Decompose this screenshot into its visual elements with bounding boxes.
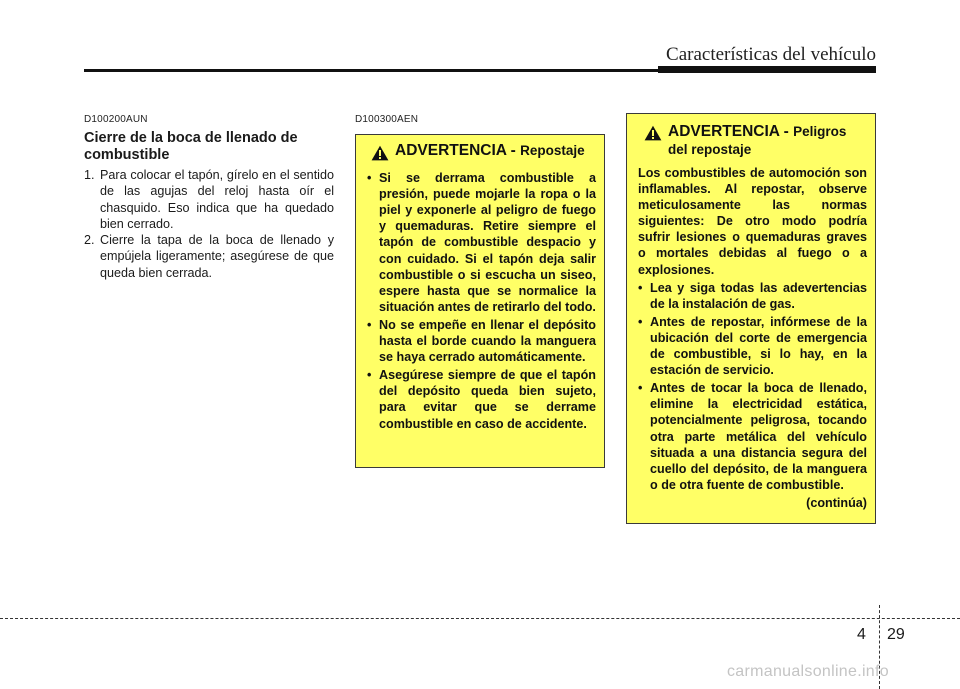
warning-bullet: • No se empeñe en llenar el depósito hasta el borde cuando la manguera se haya cerrado automáticamente. bbox=[367, 317, 596, 365]
warning-bullets bbox=[638, 280, 867, 493]
continued-note: (continúa) bbox=[806, 495, 867, 510]
header-rule-accent bbox=[658, 66, 876, 73]
section-code: D100300AEN bbox=[355, 114, 419, 125]
bullet-text: Lea y siga todas las adevertencias de la instalación de gas. bbox=[650, 280, 867, 311]
warning-heading bbox=[638, 123, 867, 159]
bullet-text: No se empeñe en llenar el depósito hasta el borde cuando la manguera se haya cerrado automáticamente. bbox=[379, 317, 596, 365]
steps-list bbox=[84, 167, 334, 281]
section-number: 4 bbox=[857, 626, 866, 643]
warning-intro: Los combustibles de automoción son inflamables. Al repostar, observe meticulosamente las normas siguientes: De otro modo podría sufrir lesiones o quemaduras graves o mortales debidas al fuego o a explosiones. bbox=[638, 166, 867, 277]
warning-bullet: • Antes de tocar la boca de llenado, elimine la electricidad estática, potencialmente peligrosa, tocando otra parte metálica del vehículo situada a una distancia segura del cuello del depósito, de la manguera o de otra fuente de combustible. bbox=[638, 381, 867, 492]
bullet-text: Si se derrama combustible a presión, puede mojarle la ropa o la piel y exponerle al peligro de fuego y quemaduras. Retire siempre el tapón de combustible despacio y con cuidado. Si el tapón deja salir combustible o si escucha un siseo, espere hasta que se normalice la situación antes de retirarlo del todo. bbox=[379, 171, 596, 314]
section-title: Cierre de la boca de llenado de combustible bbox=[84, 130, 298, 163]
warning-triangle-icon bbox=[644, 125, 662, 145]
warning-word: ADVERTENCIA - bbox=[395, 142, 521, 159]
warning-bullet: • Si se derrama combustible a presión, puede mojarle la ropa o la piel y exponerle al peligro de fuego y quemaduras. Retire siempre el tapón de combustible despacio y con cuidado. Si el tapón deja salir combustible o si escucha un siseo, espere hasta que se normalice la situación antes de retirarlo del todo. bbox=[367, 171, 596, 314]
chapter-title: Características del vehículo bbox=[666, 44, 876, 65]
step-text: Cierre la tapa de la boca de llenado y empújela ligeramente; asegúrese de que queda bien cerrada. bbox=[100, 233, 334, 280]
warning-title bbox=[668, 123, 867, 159]
warning-bullet: • Asegúrese siempre de que el tapón del depósito queda bien sujeto, para evitar que se derrame combustible en caso de accidente. bbox=[367, 368, 596, 431]
warning-box-refueling-hazards bbox=[626, 113, 876, 524]
section-code: D100200AUN bbox=[84, 114, 148, 125]
step-number: 2. bbox=[84, 233, 95, 248]
warning-topic: Repostaje bbox=[520, 143, 585, 158]
warning-word: ADVERTENCIA - bbox=[668, 123, 794, 140]
watermark: carmanualsonline.info bbox=[727, 663, 889, 680]
page-number: 29 bbox=[887, 626, 905, 643]
bullet-text: Asegúrese siempre de que el tapón del depósito queda bien sujeto, para evitar que se derrame combustible en caso de accidente. bbox=[379, 368, 596, 431]
footer-rule bbox=[0, 618, 960, 619]
warning-bullet: • Antes de repostar, infórmese de la ubicación del corte de emergencia de combustible, si lo hay, en la estación de servicio. bbox=[638, 314, 867, 378]
warning-bullet: • Lea y siga todas las adevertencias de la instalación de gas. bbox=[638, 280, 867, 311]
warning-box-refueling bbox=[355, 134, 605, 468]
step-item bbox=[84, 232, 334, 281]
warning-topic: Peligros del repostaje bbox=[668, 124, 847, 157]
warning-bullets bbox=[367, 170, 596, 432]
warning-triangle-icon bbox=[371, 145, 389, 165]
bullet-text: Antes de repostar, infórmese de la ubicación del corte de emergencia de combustible, si lo hay, en la estación de servicio. bbox=[650, 314, 867, 378]
bullet-text: Antes de tocar la boca de llenado, elimine la electricidad estática, potencialmente peligrosa, tocando otra parte metálica del vehículo situada a una distancia segura del cuello del depósito, de la manguera o de otra fuente de combustible. bbox=[650, 381, 867, 492]
warning-title bbox=[395, 143, 585, 159]
step-number: 1. bbox=[84, 168, 95, 182]
warning-heading bbox=[367, 143, 596, 165]
step-item bbox=[84, 167, 334, 232]
step-text: Para colocar el tapón, gírelo en el sentido de las agujas del reloj hasta oír el chasquido. Eso indica que ha quedado bien cerrado. bbox=[100, 168, 334, 231]
